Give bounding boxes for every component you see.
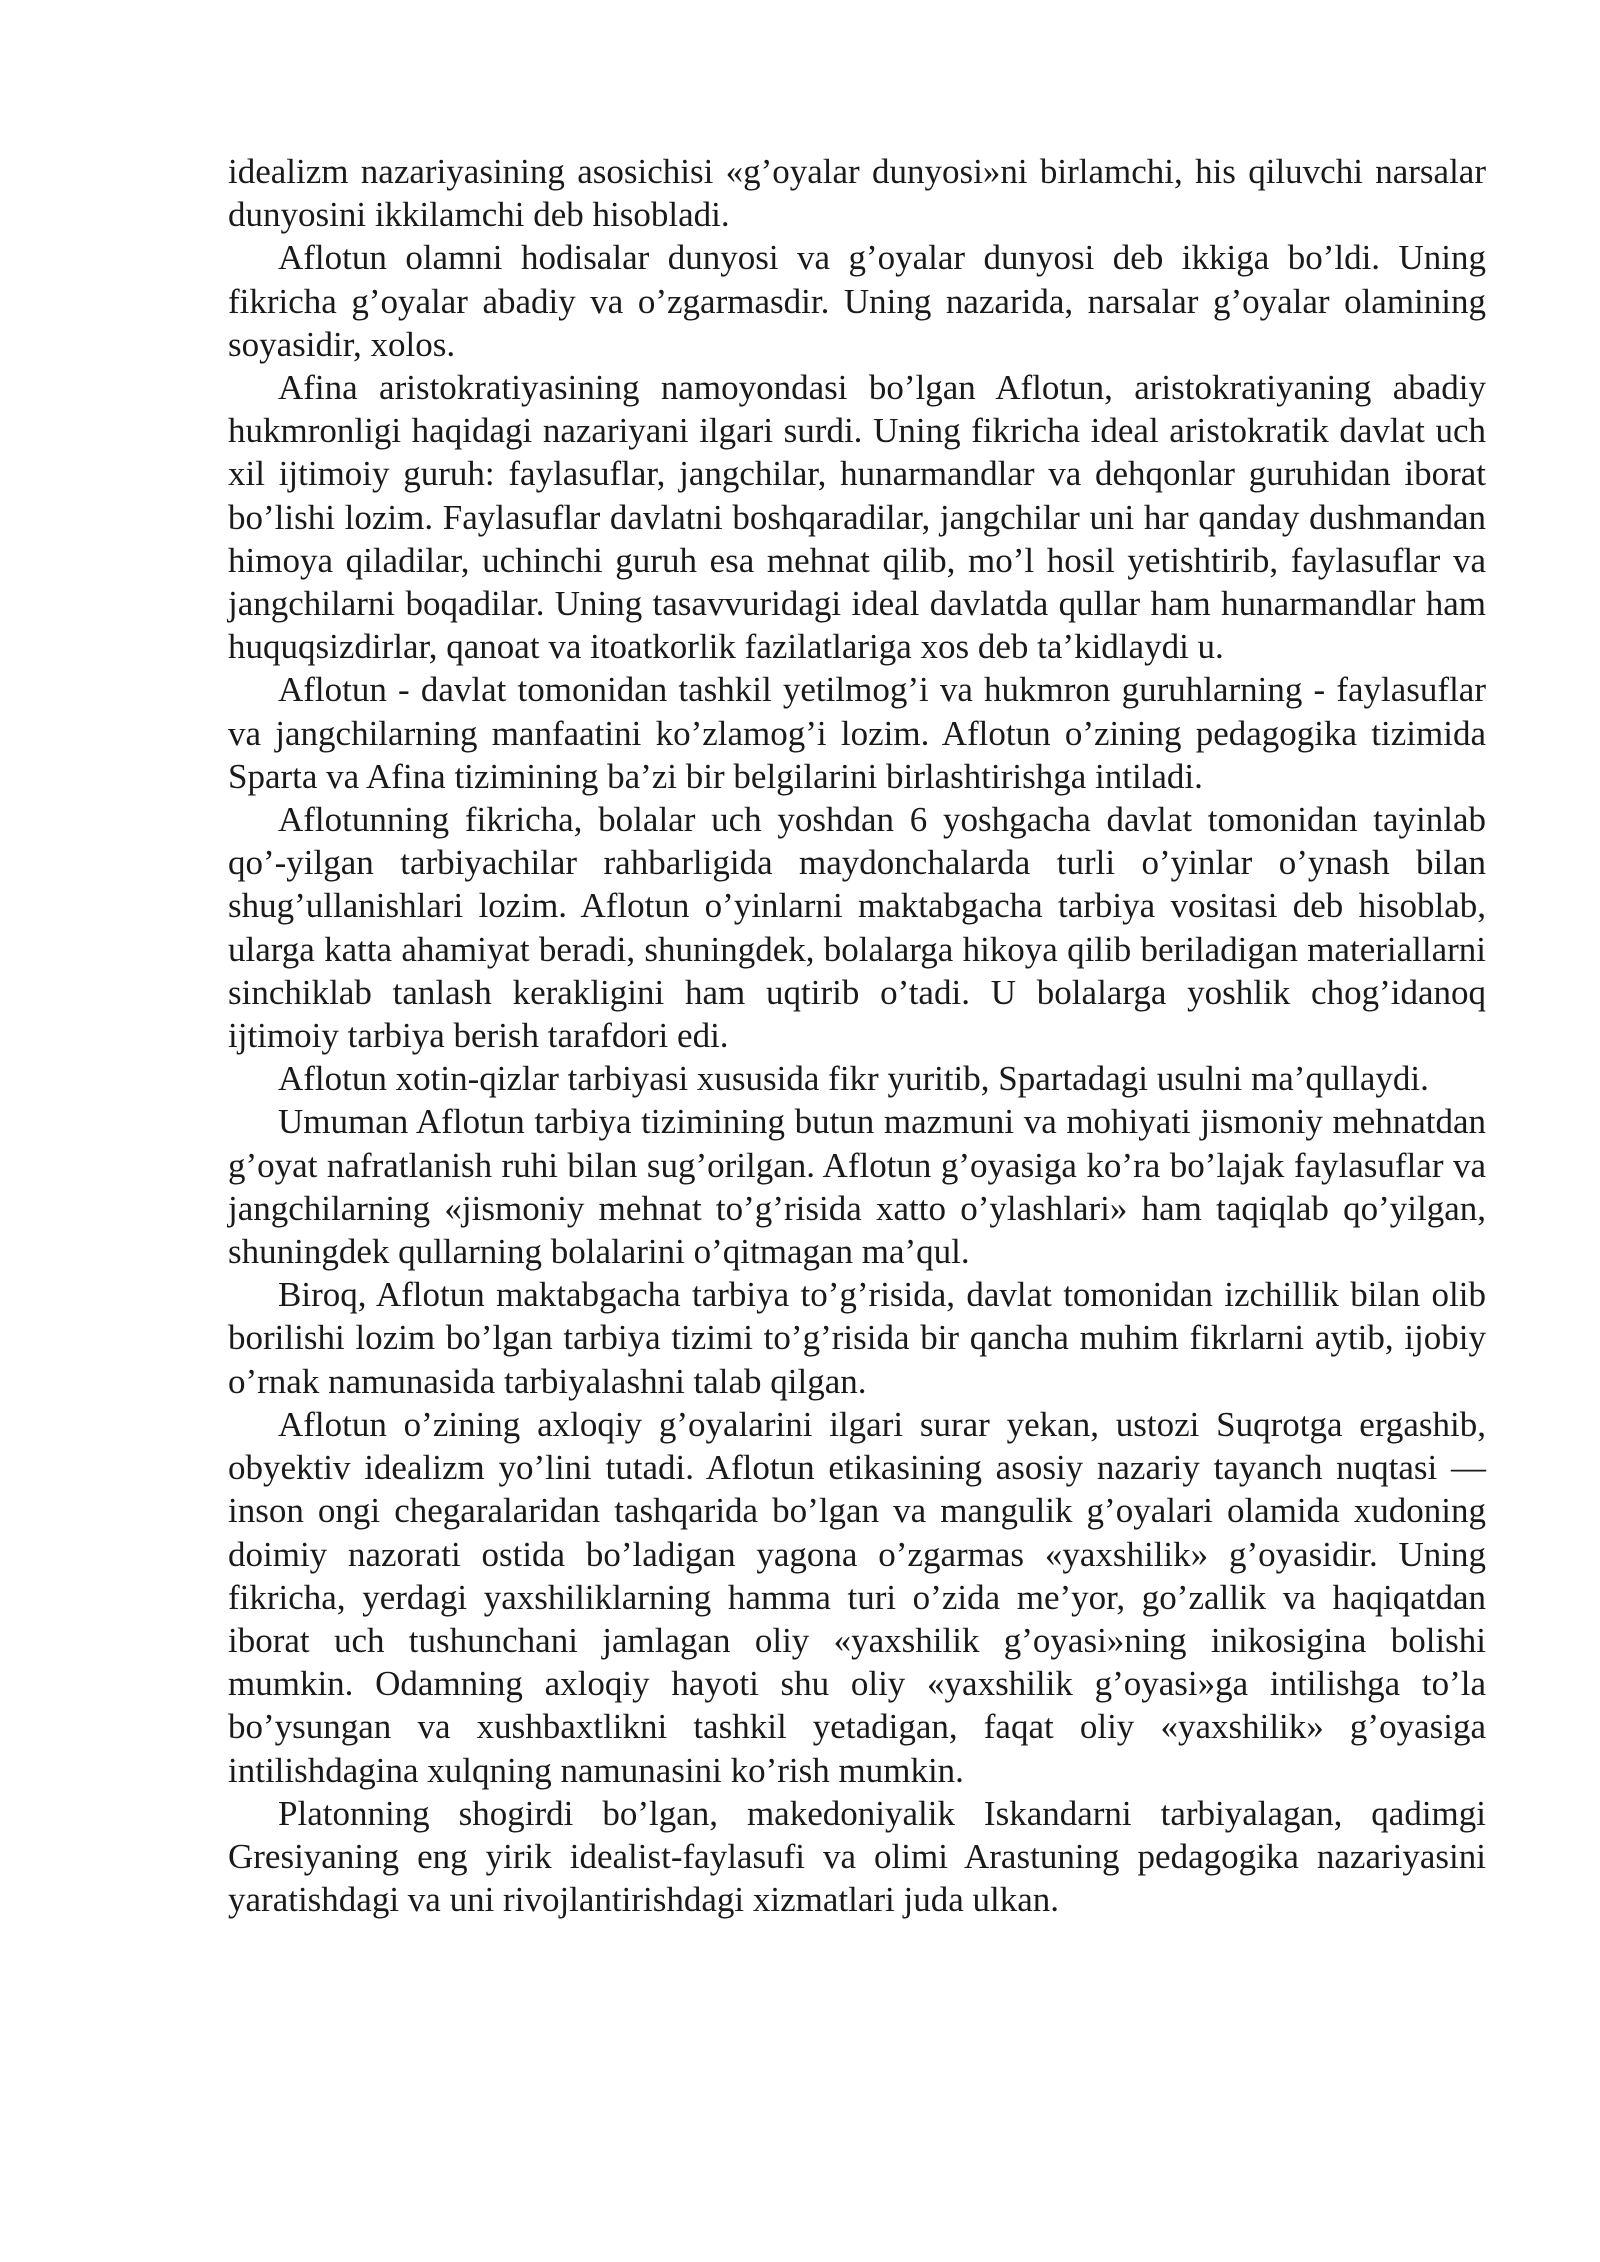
paragraph-9: Aflotun o’zining axloqiy g’oyalarini ilgari surar yekan, ustozi Suqrotga ergashib, obyektiv idealizm yo’lini tutadi. Aflotun etikasining asosiy nazariy tayanch nuqtasi — inson ongi chegaralaridan tashqarida bo’lgan va mangulik g’oyalari olamida xudoning doimiy nazorati ostida bo’ladigan yagona o’zgarmas «yaxshilik» g’oyasidir. Uning fikricha, yerdagi yaxshiliklarning hamma turi o’zida me’yor, go’zallik va haqiqatdan iborat uch tushunchani jamlagan oliy «yaxshilik g’oyasi»ning inikosigina bolishi mumkin. Odamning axloqiy hayoti shu oliy «yaxshilik g’oyasi»ga intilishga to’la bo’ysungan va xushbaxtlikni tashkil yetadigan, faqat oliy «yaxshilik» g’oyasiga intilishdagina xulqning namunasini ko’rish mumkin. bbox=[228, 1404, 1486, 1790]
paragraph-5: Aflotunning fikricha, bolalar uch yoshdan 6 yoshgacha davlat tomonidan tayinlab qo’-yilgan tarbiyachilar rahbarligida maydonchalarda turli o’yinlar o’ynash bilan shug’ullanishlari lozim. Aflotun o’yinlarni maktabgacha tarbiya vositasi deb hisoblab, ularga katta ahamiyat beradi, shuningdek, bolalarga hikoya qilib beriladigan materiallarni sinchiklab tanlash kerakligini ham uqtirib o’tadi. U bolalarga yoshlik chog’idanoq ijtimoiy tarbiya berish tarafdori edi. bbox=[228, 800, 1486, 1056]
paragraph-6: Aflotun xotin-qizlar tarbiyasi xususida fikr yuritib, Spartadagi usulni ma’qullaydi. bbox=[278, 1059, 1429, 1099]
paragraph-3: Afina aristokratiyasining namoyondasi bo’lgan Aflotun, aristokratiyaning abadiy hukmronligi haqidagi nazariyani ilgari surdi. Uning fikricha ideal aristokratik davlat uch xil ijtimoiy guruh: faylasuflar, jangchilar, hunarmandlar va dehqonlar guruhidan iborat bo’lishi lozim. Faylasuflar davlatni boshqaradilar, jangchilar uni har qanday dushmandan himoya qiladilar, uchinchi guruh esa mehnat qilib, mo’l hosil yetishtirib, faylasuflar va jangchilarni boqadilar. Uning tasavvuridagi ideal davlatda qullar ham hunarmandlar ham huquqsizdirlar, qanoat va itoatkorlik fazilatlariga xos deb ta’kidlaydi u. bbox=[228, 368, 1486, 667]
paragraph-4: Aflotun - davlat tomonidan tashkil yetilmog’i va hukmron guruhlarning - faylasuflar va jangchilarning manfaatini ko’zlamog’i lozim. Aflotun o’zining pedagogika tizimida Sparta va Afina tizimining ba’zi bir belgilarini birlashtirishga intiladi. bbox=[228, 670, 1486, 796]
paragraph-2: Aflotun olamni hodisalar dunyosi va g’oyalar dunyosi deb ikkiga bo’ldi. Uning fikricha g’oyalar abadiy va o’zgarmasdir. Uning nazarida, narsalar g’oyalar olamining soyasidir, xolos. bbox=[228, 238, 1486, 364]
text-column bbox=[228, 150, 1486, 1921]
paragraph-10: Platonning shogirdi bo’lgan, makedoniyalik Iskandarni tarbiyalagan, qadimgi Gresiyaning eng yirik idealist-faylasufi va olimi Arastuning pedagogika nazariyasini yaratishdagi va uni rivojlantirishdagi xizmatlari juda ulkan. bbox=[228, 1793, 1486, 1920]
paragraph-7: Umuman Aflotun tarbiya tizimining butun mazmuni va mohiyati jismoniy mehnatdan g’oyat nafratlanish ruhi bilan sug’orilgan. Aflotun g’oyasiga ko’ra bo’lajak faylasuflar va jangchilarning «jismoniy mehnat to’g’risida xatto o’ylashlari» ham taqiqlab qo’yilgan, shuningdek qullarning bolalarini o’qitmagan ma’qul. bbox=[228, 1102, 1486, 1272]
paragraph-8: Biroq, Aflotun maktabgacha tarbiya to’g’risida, davlat tomonidan izchillik bilan olib borilishi lozim bo’lgan tarbiya tizimi to’g’risida bir qancha muhim fikrlarni aytib, ijobiy o’rnak namunasida tarbiyalashni talab qilgan. bbox=[228, 1275, 1486, 1401]
paragraph-1: idealizm nazariyasining asosichisi «g’oyalar dunyosi»ni birlamchi, his qiluvchi narsalar dunyosini ikkilamchi deb hisobladi. bbox=[228, 152, 1486, 235]
